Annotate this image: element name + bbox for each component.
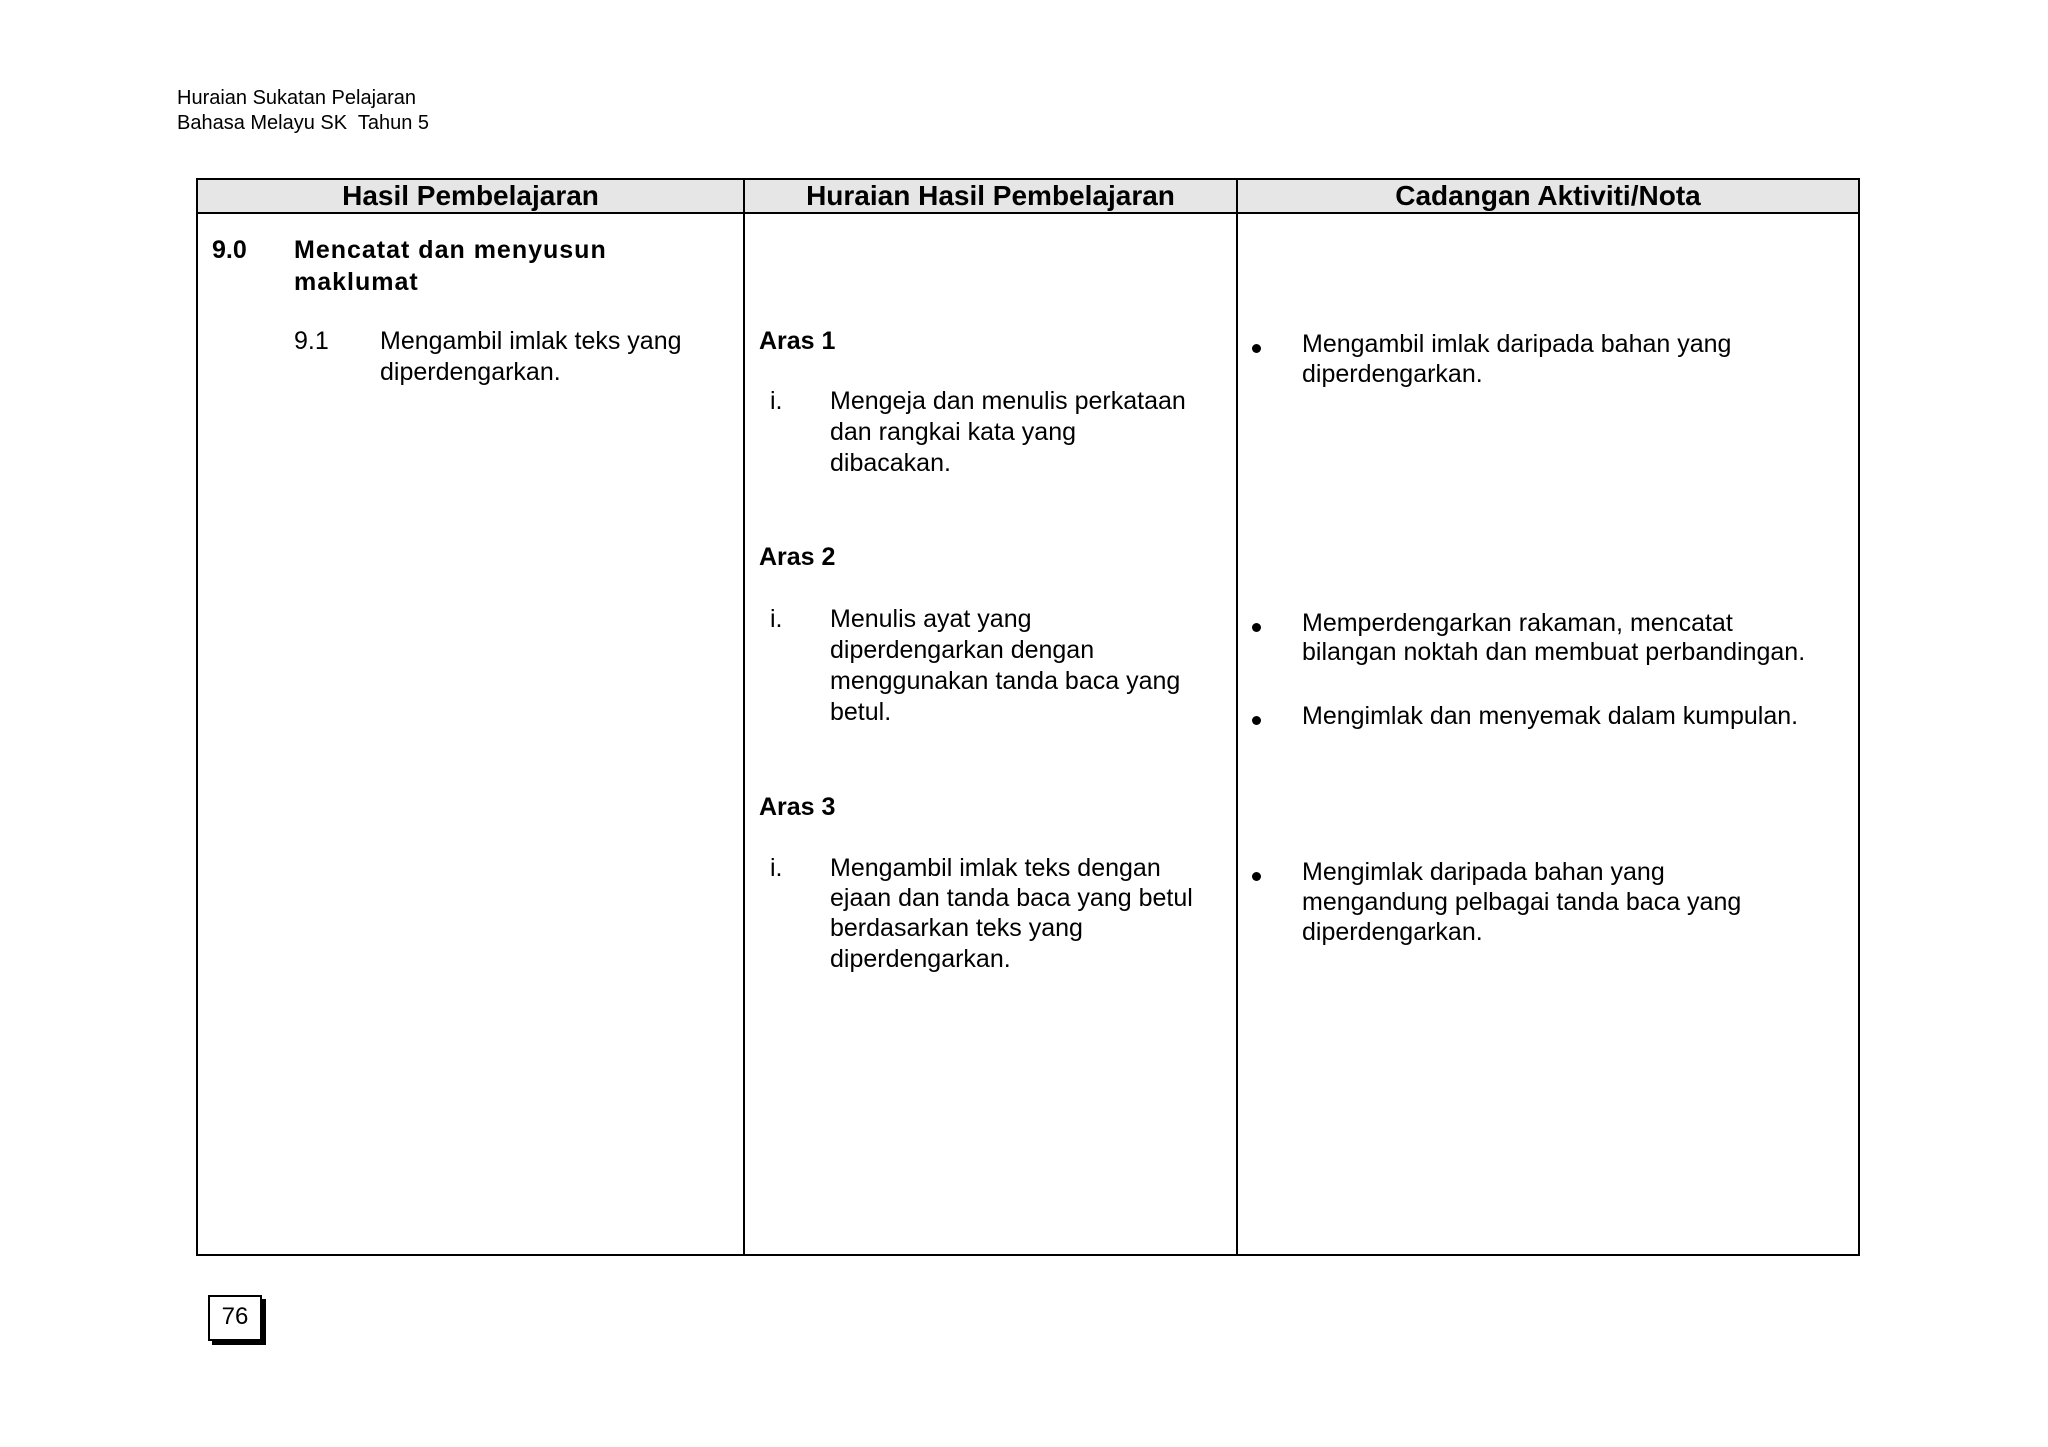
activity-text-line: diperdengarkan. xyxy=(1302,360,1483,388)
level-heading-aras-3: Aras 3 xyxy=(759,793,836,821)
bullet-icon xyxy=(1252,872,1261,881)
level-heading-aras-1: Aras 1 xyxy=(759,327,836,355)
level-text-line: Mengambil imlak teks dengan xyxy=(830,854,1161,882)
subtopic-number: 9.1 xyxy=(294,327,329,355)
level-marker: i. xyxy=(770,854,783,882)
level-marker: i. xyxy=(770,387,783,415)
activity-text-line: Mengimlak daripada bahan yang xyxy=(1302,858,1665,886)
level-heading-aras-2: Aras 2 xyxy=(759,543,836,571)
activity-text-line: mengandung pelbagai tanda baca yang xyxy=(1302,888,1742,916)
level-text-line: Mengeja dan menulis perkataan xyxy=(830,387,1186,415)
table-header-row xyxy=(198,180,1858,214)
level-text-line: Menulis ayat yang xyxy=(830,605,1032,633)
column-header-cadangan: Cadangan Aktiviti/Nota xyxy=(1395,180,1701,211)
level-text-line: betul. xyxy=(830,698,892,726)
subtopic-line-1: Mengambil imlak teks yang xyxy=(380,327,682,355)
level-text-line: ejaan dan tanda baca yang betul xyxy=(830,884,1193,912)
column-divider xyxy=(1236,180,1238,1254)
level-text-line: diperdengarkan dengan xyxy=(830,636,1095,664)
activity-text-line: diperdengarkan. xyxy=(1302,918,1483,946)
topic-number: 9.0 xyxy=(212,236,247,264)
header-line-2: Bahasa Melayu SK Tahun 5 xyxy=(177,112,430,134)
level-text-line: menggunakan tanda baca yang xyxy=(830,667,1181,695)
bullet-icon xyxy=(1252,344,1261,353)
level-text-line: dibacakan. xyxy=(830,449,951,477)
column-header-hasil: Hasil Pembelajaran xyxy=(342,180,599,211)
activity-text-line: bilangan noktah dan membuat perbandingan. xyxy=(1302,638,1806,666)
header-line-1: Huraian Sukatan Pelajaran xyxy=(177,87,417,109)
level-text-line: diperdengarkan. xyxy=(830,945,1011,973)
level-marker: i. xyxy=(770,605,783,633)
column-divider xyxy=(743,180,745,1254)
page-number: 76 xyxy=(208,1295,262,1341)
level-text-line: dan rangkai kata yang xyxy=(830,418,1077,446)
activity-text-line: Mengambil imlak daripada bahan yang xyxy=(1302,330,1732,358)
topic-title-line-2: maklumat xyxy=(294,268,419,296)
document-header xyxy=(177,86,429,136)
subtopic-line-2: diperdengarkan. xyxy=(380,358,561,386)
level-text-line: berdasarkan teks yang xyxy=(830,914,1083,942)
activity-text-line: Memperdengarkan rakaman, mencatat xyxy=(1302,609,1733,637)
syllabus-table xyxy=(196,178,1860,1256)
bullet-icon xyxy=(1252,623,1261,632)
activity-text-line: Mengimlak dan menyemak dalam kumpulan. xyxy=(1302,702,1799,730)
topic-title-line-1: Mencatat dan menyusun xyxy=(294,236,607,264)
column-header-huraian: Huraian Hasil Pembelajaran xyxy=(806,180,1175,211)
bullet-icon xyxy=(1252,716,1261,725)
